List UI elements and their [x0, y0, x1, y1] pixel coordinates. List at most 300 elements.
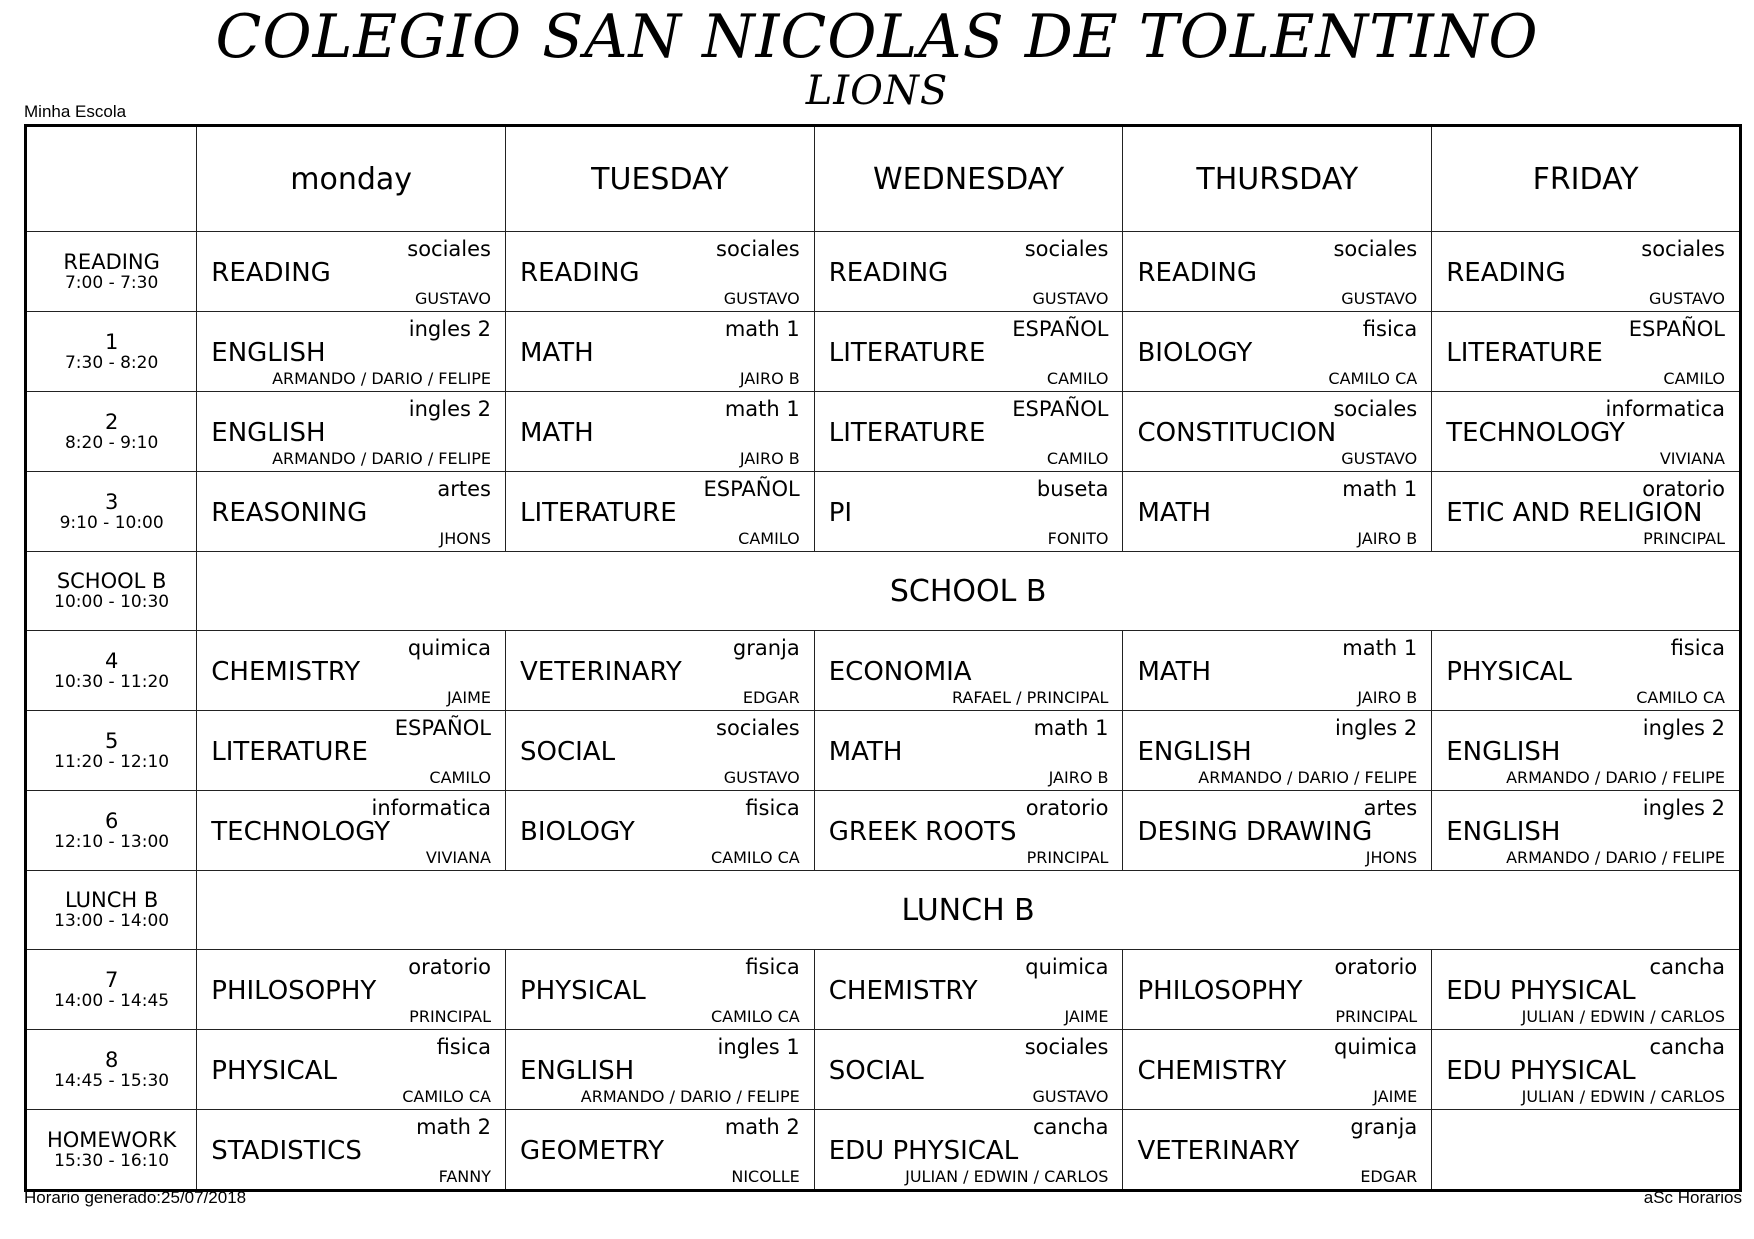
- period-cell: [26, 312, 197, 392]
- lesson-card: [1432, 631, 1739, 710]
- lesson-subject: PHYSICAL: [520, 976, 646, 1006]
- lesson-subject: VETERINARY: [520, 657, 682, 687]
- lesson-card: [197, 392, 505, 471]
- lesson-subject: MATH: [1137, 498, 1212, 528]
- lesson-cell: [814, 791, 1123, 871]
- lesson-subject: ECONOMIA: [828, 657, 972, 687]
- lesson-room: granja: [732, 636, 800, 660]
- lesson-teacher: CAMILO: [1046, 449, 1109, 468]
- lesson-room: oratorio: [1642, 477, 1725, 501]
- lesson-cell: [1123, 631, 1432, 711]
- lesson-card: [506, 1030, 814, 1109]
- lesson-room: sociales: [1641, 237, 1725, 261]
- lesson-teacher: CAMILO CA: [402, 1087, 491, 1106]
- lesson-cell: [197, 232, 506, 312]
- lesson-cell: [197, 1110, 506, 1191]
- lesson-room: sociales: [716, 237, 800, 261]
- lesson-cell: [197, 392, 506, 472]
- generated-date: Horario generado:25/07/2018: [24, 1188, 247, 1207]
- lesson-room: math 1: [1342, 636, 1418, 660]
- lesson-room: sociales: [1024, 237, 1109, 261]
- break-row: [26, 871, 1741, 950]
- lesson-room: buseta: [1036, 477, 1109, 501]
- period-time: 9:10 - 10:00: [59, 512, 164, 533]
- lesson-cell: [1432, 1030, 1741, 1110]
- lesson-room: math 2: [724, 1115, 800, 1139]
- lesson-subject: PHYSICAL: [1446, 657, 1572, 687]
- period-cell: [26, 232, 197, 312]
- lesson-room: sociales: [1333, 237, 1418, 261]
- lesson-card: [506, 791, 814, 870]
- period-cell: [26, 1110, 197, 1191]
- lesson-teacher: PRINCIPAL: [1335, 1007, 1418, 1026]
- lesson-teacher: FANNY: [438, 1167, 491, 1186]
- period-time: 7:00 - 7:30: [64, 272, 159, 293]
- lesson-room: math 1: [1033, 716, 1109, 740]
- period-cell: [26, 631, 197, 711]
- lesson-subject: READING: [1137, 258, 1258, 288]
- lesson-teacher: GUSTAVO: [1341, 449, 1418, 468]
- lesson-card: [1123, 1030, 1431, 1109]
- lesson-cell: [197, 791, 506, 871]
- day-header-row: [26, 126, 1741, 232]
- lesson-teacher: CAMILO: [1046, 369, 1109, 388]
- lesson-subject: READING: [520, 258, 640, 288]
- lesson-teacher: GUSTAVO: [723, 768, 800, 787]
- lesson-room: oratorio: [1334, 955, 1418, 979]
- lesson-teacher: ARMANDO / DARIO / FELIPE: [1198, 768, 1418, 787]
- lesson-subject: BIOLOGY: [520, 817, 635, 847]
- lesson-subject: ETIC AND RELIGION: [1446, 498, 1703, 528]
- lesson-subject: LITERATURE: [828, 418, 986, 448]
- period-time: 13:00 - 14:00: [54, 911, 170, 931]
- lesson-subject: LITERATURE: [828, 338, 986, 368]
- lesson-teacher: PRINCIPAL: [409, 1007, 491, 1026]
- lesson-card: [506, 392, 814, 471]
- lesson-cell: [814, 392, 1123, 472]
- lesson-teacher: ARMANDO / DARIO / FELIPE: [1506, 848, 1725, 867]
- lesson-room: cancha: [1649, 1035, 1725, 1059]
- lesson-card: [815, 1110, 1123, 1189]
- lesson-subject: PHYSICAL: [211, 1056, 337, 1086]
- lesson-card: [1123, 232, 1431, 311]
- lesson-card: [197, 791, 505, 870]
- period-time: 7:30 - 8:20: [64, 352, 159, 373]
- lesson-card: [815, 312, 1123, 391]
- lesson-card: [815, 232, 1123, 311]
- lesson-teacher: CAMILO CA: [710, 1007, 800, 1026]
- lesson-card: [1123, 791, 1431, 870]
- period-name: 2: [104, 409, 119, 434]
- lesson-teacher: JAIRO B: [739, 369, 800, 388]
- period-name: 3: [104, 489, 119, 514]
- period-row: [26, 232, 1741, 312]
- lesson-room: artes: [1363, 796, 1418, 820]
- lesson-teacher: EDGAR: [742, 688, 800, 707]
- lesson-subject: MATH: [1137, 657, 1212, 687]
- lesson-teacher: GUSTAVO: [1649, 289, 1725, 308]
- lesson-card: [197, 1110, 505, 1189]
- lesson-subject: EDU PHYSICAL: [828, 1136, 1019, 1166]
- school-label: Minha Escola: [24, 102, 127, 121]
- lesson-cell: [814, 1030, 1123, 1110]
- period-time: 14:45 - 15:30: [54, 1070, 170, 1091]
- lesson-cell: [506, 711, 815, 791]
- lesson-card: [197, 711, 505, 790]
- lesson-card: [1432, 1030, 1739, 1109]
- lesson-teacher: JAIRO B: [1357, 688, 1418, 707]
- lesson-cell: [506, 791, 815, 871]
- lesson-cell: [506, 950, 815, 1030]
- software-credit: aSc Horarios: [1643, 1188, 1742, 1207]
- lesson-room: artes: [437, 477, 491, 501]
- lesson-cell: [1123, 1030, 1432, 1110]
- lesson-cell: [1123, 472, 1432, 552]
- lesson-cell: [1123, 711, 1432, 791]
- lesson-card: [1123, 1110, 1431, 1189]
- lesson-teacher: FONITO: [1047, 529, 1109, 548]
- corner-cell: [26, 126, 197, 232]
- lesson-cell: [1432, 392, 1741, 472]
- period-name: 6: [104, 808, 119, 833]
- lesson-teacher: GUSTAVO: [1032, 289, 1109, 308]
- period-time: 14:00 - 14:45: [54, 990, 170, 1011]
- lesson-cell: [197, 472, 506, 552]
- lesson-cell: [506, 1030, 815, 1110]
- lesson-subject: PHILOSOPHY: [211, 976, 377, 1006]
- lesson-teacher: PRINCIPAL: [1643, 529, 1725, 548]
- lesson-room: ingles 2: [1642, 796, 1725, 820]
- lesson-teacher: JHONS: [439, 529, 491, 548]
- lesson-subject: VETERINARY: [1137, 1136, 1300, 1166]
- lesson-card: [815, 711, 1123, 790]
- lesson-room: ingles 2: [1334, 716, 1418, 740]
- lesson-subject: PHILOSOPHY: [1137, 976, 1303, 1006]
- lesson-card: [815, 950, 1123, 1029]
- lesson-card: [815, 1030, 1123, 1109]
- lesson-card: [1123, 631, 1431, 710]
- lesson-card: [506, 631, 814, 710]
- lesson-cell: [1432, 312, 1741, 392]
- lesson-teacher: ARMANDO / DARIO / FELIPE: [272, 449, 491, 468]
- lesson-teacher: JAIRO B: [1048, 768, 1109, 787]
- lesson-room: ingles 2: [1642, 716, 1725, 740]
- lesson-cell: [814, 472, 1123, 552]
- lesson-subject: PI: [828, 498, 853, 528]
- break-label: SCHOOL B: [197, 552, 1741, 631]
- lesson-subject: MATH: [520, 418, 594, 448]
- lesson-card: [506, 1110, 814, 1189]
- lesson-teacher: EDGAR: [1360, 1167, 1418, 1186]
- lesson-teacher: PRINCIPAL: [1026, 848, 1109, 867]
- lesson-card: [197, 1030, 505, 1109]
- lesson-room: sociales: [1333, 397, 1418, 421]
- timetable: [24, 124, 1742, 1192]
- lesson-teacher: CAMILO: [738, 529, 800, 548]
- lesson-cell: [1432, 950, 1741, 1030]
- lesson-cell: [1123, 232, 1432, 312]
- lesson-cell: [506, 392, 815, 472]
- period-time: 15:30 - 16:10: [54, 1150, 170, 1171]
- lesson-card: [1432, 711, 1739, 790]
- lesson-cell: [1432, 631, 1741, 711]
- lesson-room: math 1: [1342, 477, 1418, 501]
- day-header: WEDNESDAY: [814, 126, 1123, 232]
- lesson-subject: READING: [828, 258, 949, 288]
- lesson-teacher: JAIME: [1064, 1007, 1109, 1026]
- lesson-subject: ENGLISH: [211, 338, 326, 368]
- period-row: [26, 312, 1741, 392]
- lesson-subject: ENGLISH: [520, 1056, 635, 1086]
- lesson-card: [1432, 791, 1739, 870]
- lesson-card: [1123, 950, 1431, 1029]
- lesson-teacher: JAIME: [1373, 1087, 1418, 1106]
- period-cell: [26, 472, 197, 552]
- lesson-cell: [814, 232, 1123, 312]
- lesson-subject: GREEK ROOTS: [828, 817, 1017, 847]
- lesson-teacher: GUSTAVO: [415, 289, 491, 308]
- day-header: FRIDAY: [1432, 126, 1741, 232]
- lesson-teacher: ARMANDO / DARIO / FELIPE: [1506, 768, 1725, 787]
- lesson-cell: [197, 312, 506, 392]
- lesson-teacher: JULIAN / EDWIN / CARLOS: [905, 1167, 1109, 1186]
- lesson-card: [506, 232, 814, 311]
- period-time: 8:20 - 9:10: [64, 432, 159, 453]
- period-cell: [26, 1030, 197, 1110]
- lesson-room: math 2: [416, 1115, 491, 1139]
- period-name: 4: [104, 648, 119, 673]
- lesson-subject: ENGLISH: [1446, 817, 1561, 847]
- lesson-card: [1123, 472, 1431, 551]
- lesson-room: sociales: [716, 716, 800, 740]
- lesson-cell: [814, 711, 1123, 791]
- period-name: READING: [63, 249, 160, 274]
- lesson-cell: [814, 950, 1123, 1030]
- period-row: [26, 472, 1741, 552]
- period-cell: [26, 552, 197, 631]
- lesson-subject: DESING DRAWING: [1137, 817, 1373, 847]
- lesson-cell: [506, 631, 815, 711]
- lesson-room: ingles 1: [717, 1035, 800, 1059]
- lesson-card: [1123, 392, 1431, 471]
- lesson-subject: BIOLOGY: [1137, 338, 1253, 368]
- period-row: [26, 1110, 1741, 1191]
- period-name: HOMEWORK: [46, 1127, 177, 1152]
- lesson-card: [815, 472, 1123, 551]
- lesson-room: ESPAÑOL: [1012, 317, 1109, 341]
- lesson-room: cancha: [1033, 1115, 1109, 1139]
- lesson-teacher: JAIME: [446, 688, 491, 707]
- lesson-room: fisica: [436, 1035, 491, 1059]
- lesson-teacher: JULIAN / EDWIN / CARLOS: [1521, 1087, 1725, 1106]
- lesson-cell: [814, 312, 1123, 392]
- lesson-cell: [1123, 312, 1432, 392]
- lesson-card: [1432, 232, 1739, 311]
- lesson-room: oratorio: [1025, 796, 1109, 820]
- lesson-subject: MATH: [828, 737, 903, 767]
- lesson-card: [506, 312, 814, 391]
- lesson-teacher: CAMILO CA: [1636, 688, 1725, 707]
- day-header: monday: [197, 126, 506, 232]
- period-row: [26, 950, 1741, 1030]
- lesson-room: granja: [1350, 1115, 1418, 1139]
- lesson-subject: TECHNOLOGY: [211, 817, 390, 847]
- lesson-card: [1432, 950, 1739, 1029]
- lesson-subject: READING: [211, 258, 331, 288]
- period-name: SCHOOL B: [56, 569, 167, 593]
- lesson-card: [1123, 312, 1431, 391]
- lesson-teacher: CAMILO CA: [710, 848, 800, 867]
- day-header: THURSDAY: [1123, 126, 1432, 232]
- lesson-cell: [1432, 711, 1741, 791]
- lesson-subject: EDU PHYSICAL: [1446, 976, 1636, 1006]
- period-time: 10:00 - 10:30: [54, 592, 170, 612]
- lesson-teacher: ARMANDO / DARIO / FELIPE: [580, 1087, 800, 1106]
- lesson-room: quimica: [1025, 955, 1109, 979]
- lesson-subject: STADISTICS: [211, 1136, 362, 1166]
- lesson-teacher: GUSTAVO: [1341, 289, 1418, 308]
- lesson-cell: [1432, 232, 1741, 312]
- lesson-card: [506, 472, 814, 551]
- lesson-cell: [1123, 392, 1432, 472]
- lesson-subject: ENGLISH: [211, 418, 326, 448]
- lesson-subject: CONSTITUCION: [1137, 418, 1337, 448]
- lesson-card: [815, 392, 1123, 471]
- lesson-room: quimica: [407, 636, 491, 660]
- lesson-room: ESPAÑOL: [1628, 317, 1725, 341]
- lesson-room: oratorio: [408, 955, 491, 979]
- lesson-cell: [506, 472, 815, 552]
- lesson-cell: [506, 1110, 815, 1191]
- lesson-teacher: JHONS: [1365, 848, 1418, 867]
- period-cell: [26, 791, 197, 871]
- lesson-teacher: CAMILO: [429, 768, 491, 787]
- lesson-room: cancha: [1649, 955, 1725, 979]
- period-cell: [26, 711, 197, 791]
- period-name: 8: [104, 1047, 119, 1072]
- lesson-room: sociales: [407, 237, 491, 261]
- lesson-card: [1432, 312, 1739, 391]
- lesson-room: ESPAÑOL: [1012, 397, 1109, 421]
- lesson-teacher: GUSTAVO: [1032, 1087, 1109, 1106]
- lesson-cell: [197, 1030, 506, 1110]
- lesson-teacher: JULIAN / EDWIN / CARLOS: [1521, 1007, 1725, 1026]
- lesson-subject: CHEMISTRY: [211, 657, 361, 687]
- lesson-card: [197, 631, 505, 710]
- lesson-cell: [814, 631, 1123, 711]
- period-row: [26, 631, 1741, 711]
- break-row: [26, 552, 1741, 631]
- lesson-room: informatica: [371, 796, 491, 820]
- lesson-card: [815, 631, 1123, 710]
- lesson-subject: GEOMETRY: [520, 1136, 665, 1166]
- period-name: LUNCH B: [64, 888, 159, 912]
- lesson-card: [1432, 472, 1739, 551]
- lesson-room: ESPAÑOL: [703, 477, 800, 501]
- lesson-card: [1123, 711, 1431, 790]
- lesson-subject: SOCIAL: [828, 1056, 924, 1086]
- period-name: 1: [104, 329, 119, 354]
- lesson-teacher: RAFAEL / PRINCIPAL: [951, 688, 1109, 707]
- lesson-subject: EDU PHYSICAL: [1446, 1056, 1636, 1086]
- lesson-subject: READING: [1446, 258, 1566, 288]
- period-cell: [26, 392, 197, 472]
- lesson-teacher: JAIRO B: [1357, 529, 1418, 548]
- lesson-room: ingles 2: [408, 317, 491, 341]
- lesson-subject: ENGLISH: [1137, 737, 1252, 767]
- lesson-room: quimica: [1334, 1035, 1418, 1059]
- period-row: [26, 711, 1741, 791]
- period-time: 11:20 - 12:10: [54, 751, 170, 772]
- lesson-cell: [1123, 1110, 1432, 1191]
- lesson-card: [197, 472, 505, 551]
- lesson-cell: [1432, 472, 1741, 552]
- period-row: [26, 791, 1741, 871]
- lesson-room: ESPAÑOL: [394, 716, 491, 740]
- lesson-card: [1432, 1110, 1739, 1189]
- lesson-subject: CHEMISTRY: [1137, 1056, 1287, 1086]
- lesson-cell: [197, 950, 506, 1030]
- lesson-teacher: CAMILO CA: [1328, 369, 1418, 388]
- lesson-cell: [814, 1110, 1123, 1191]
- period-name: 7: [104, 967, 119, 992]
- lesson-cell: [1123, 791, 1432, 871]
- break-label: LUNCH B: [197, 871, 1741, 950]
- school-title: COLEGIO SAN NICOLAS DE TOLENTINO: [215, 2, 1539, 72]
- lesson-subject: ENGLISH: [1446, 737, 1561, 767]
- lesson-room: informatica: [1605, 397, 1725, 421]
- lesson-card: [197, 950, 505, 1029]
- class-subtitle: LIONS: [805, 68, 949, 114]
- lesson-teacher: NICOLLE: [731, 1167, 800, 1186]
- lesson-room: fisica: [1362, 317, 1418, 341]
- lesson-teacher: VIVIANA: [425, 848, 491, 867]
- period-time: 12:10 - 13:00: [54, 831, 170, 852]
- lesson-teacher: GUSTAVO: [723, 289, 800, 308]
- lesson-teacher: CAMILO: [1663, 369, 1725, 388]
- lesson-room: fisica: [745, 796, 800, 820]
- lesson-room: math 1: [724, 317, 800, 341]
- lesson-cell: [506, 232, 815, 312]
- day-header: TUESDAY: [506, 126, 815, 232]
- lesson-card: [1432, 392, 1739, 471]
- lesson-teacher: VIVIANA: [1659, 449, 1725, 468]
- lesson-cell: [1432, 1110, 1741, 1191]
- lesson-room: ingles 2: [408, 397, 491, 421]
- period-name: 5: [104, 728, 119, 753]
- lesson-cell: [197, 631, 506, 711]
- lesson-teacher: ARMANDO / DARIO / FELIPE: [272, 369, 491, 388]
- lesson-card: [506, 950, 814, 1029]
- lesson-room: math 1: [724, 397, 800, 421]
- lesson-card: [197, 232, 505, 311]
- lesson-cell: [197, 711, 506, 791]
- lesson-subject: REASONING: [211, 498, 368, 528]
- lesson-subject: CHEMISTRY: [828, 976, 978, 1006]
- lesson-subject: TECHNOLOGY: [1446, 418, 1625, 448]
- lesson-card: [506, 711, 814, 790]
- lesson-room: fisica: [745, 955, 800, 979]
- lesson-card: [197, 312, 505, 391]
- period-row: [26, 1030, 1741, 1110]
- lesson-subject: SOCIAL: [520, 737, 616, 767]
- lesson-cell: [1123, 950, 1432, 1030]
- period-cell: [26, 871, 197, 950]
- lesson-card: [815, 791, 1123, 870]
- lesson-room: sociales: [1024, 1035, 1109, 1059]
- lesson-teacher: JAIRO B: [739, 449, 800, 468]
- lesson-subject: LITERATURE: [520, 498, 677, 528]
